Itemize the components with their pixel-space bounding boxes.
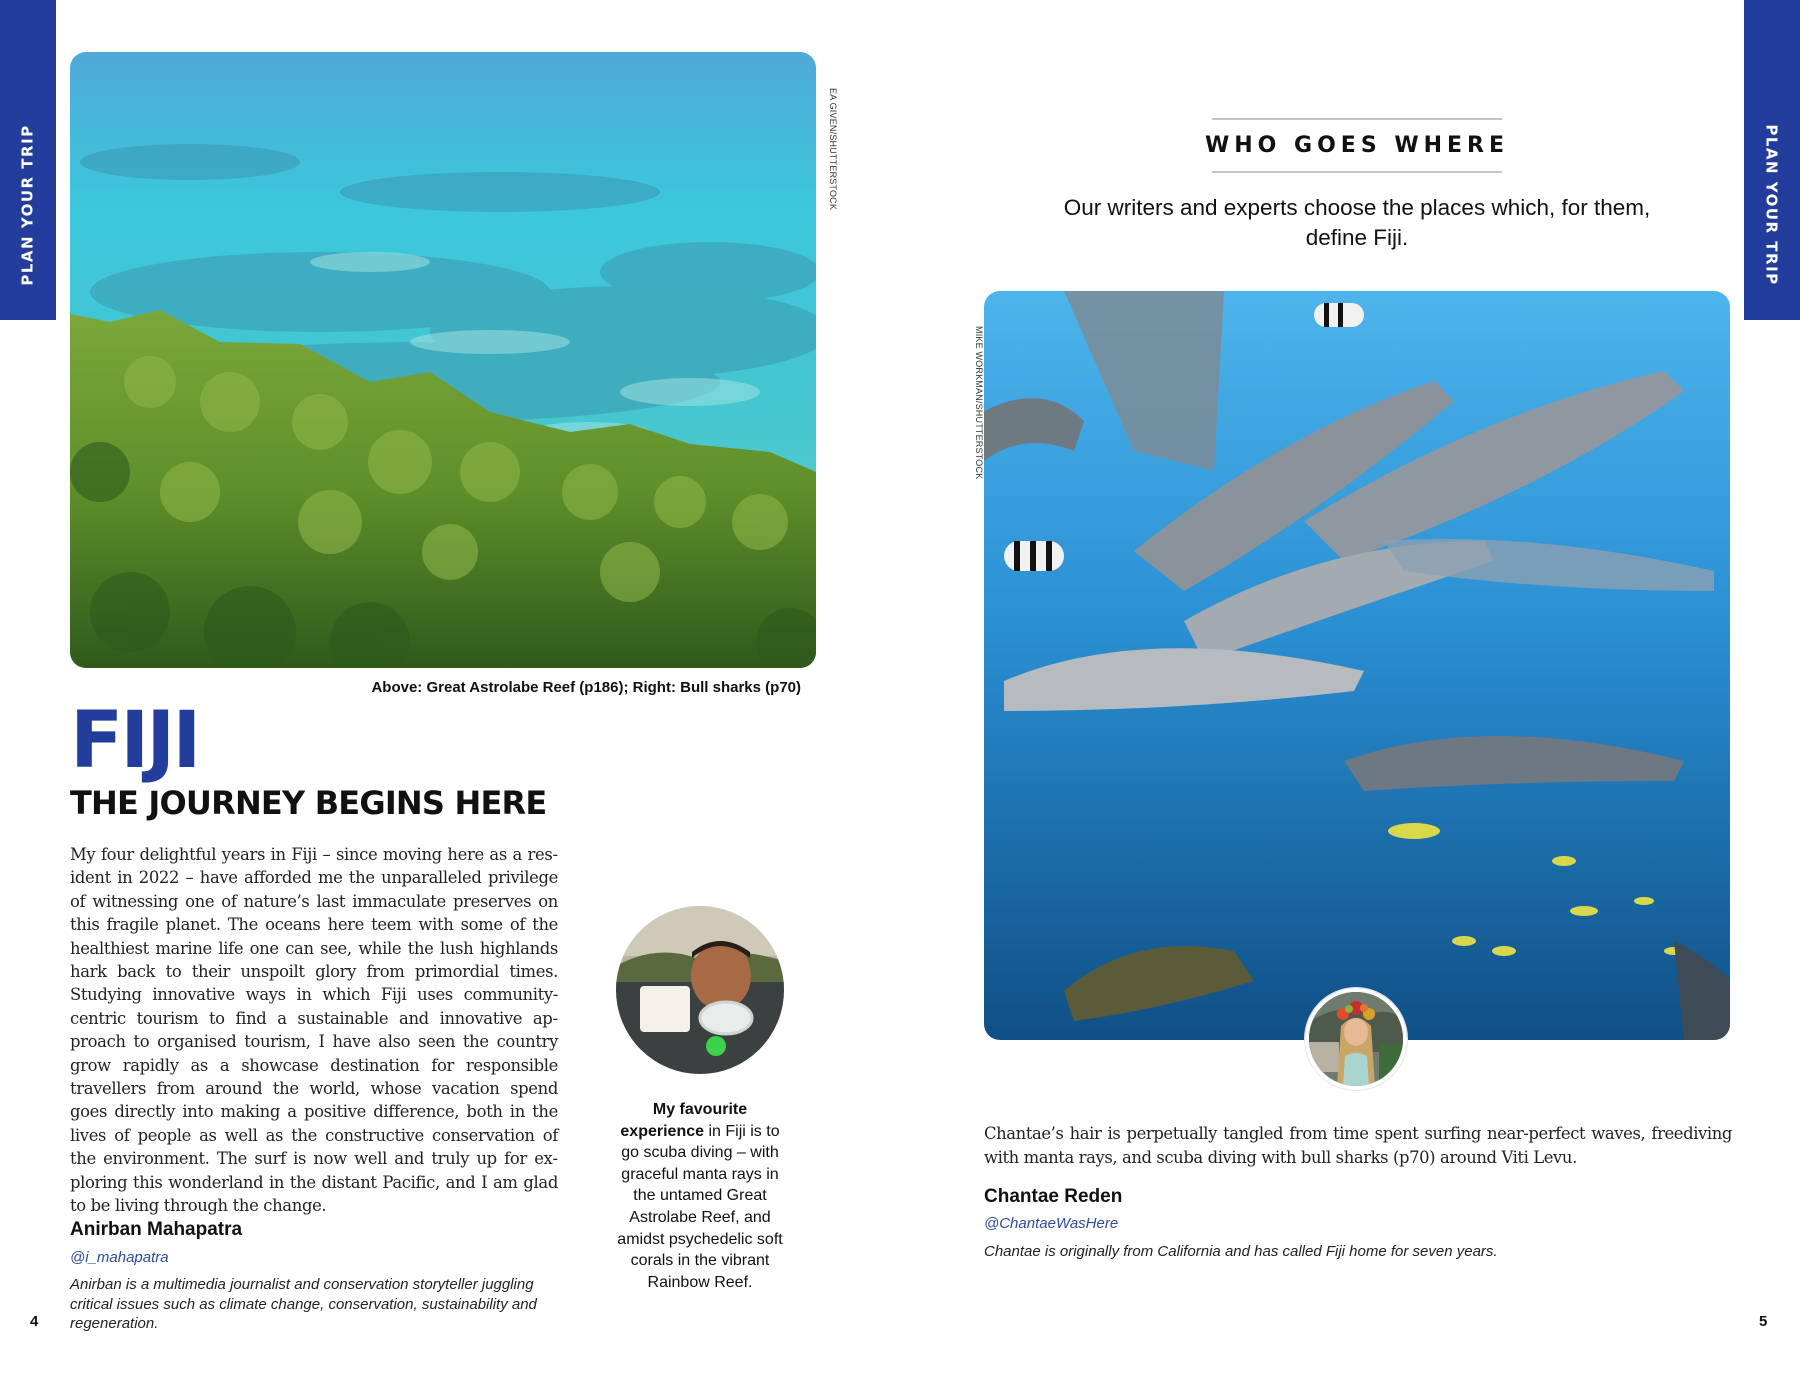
writer-body: Chantae’s hair is perpetually tangled from time spent surfing near-perfect waves, freediving with manta rays, and scuba diving with bull sharks (p70) around Viti Levu. [984,1124,1732,1167]
author-name: Chantae Reden [984,1186,1123,1207]
section-tab-right [1744,0,1800,320]
page-subtitle: THE JOURNEY BEGINS HERE [70,784,547,822]
author-bio: Anirban is a multimedia journalist and conservation storyteller juggling critical issues such as climate change, conservation, sustainability and regeneration. [70,1276,537,1332]
author-name: Anirban Mahapatra [70,1219,243,1240]
favourite-text: in Fiji is to go scuba diving – with graceful manta rays in the untamed Great Astrolabe Reef, and amidst psychedelic soft corals in the vibrant Rainbow Reef. [617,1122,783,1291]
section-subtitle: Our writers and experts choose the places which, for them, define Fiji. [1063,195,1651,250]
section-tab-label: PLAN YOUR TRIP [1763,124,1782,286]
page-number-left: 4 [30,1313,39,1330]
reef-photo [70,52,816,668]
photo-caption: Above: Great Astrolabe Reef (p186); Right: Bull sharks (p70) [371,679,801,696]
divider-bottom [1212,171,1502,173]
author-avatar [1305,988,1407,1090]
photo-credit: MIKE WORKMAN/SHUTTERSTOCK [974,326,984,480]
section-tab-left [0,0,56,320]
shark-photo [984,291,1730,1040]
author-bio: Chantae is originally from California and has called Fiji home for seven years. [984,1243,1498,1260]
page-number-right: 5 [1759,1313,1768,1330]
intro-body: My four delightful years in Fiji – since moving here as a resident in 2022 – have afforded me the unparalleled privilege of witnessing one of nature’s last immaculate preserves on this fragile planet. The oceans here teem with some of the healthiest marine life one can see, while the lush highlands hark back to their unspoilt glory from primordial times. Studying innovative ways in which Fiji uses community-centric tourism to find a sustainable and innovative approach to organised tourism, I have also seen the country grow rapidly as a showcase destination for responsible travellers from around the world, whose vacation spend goes directly into making a positive difference, both in the lives of people as well as the constructive conservation of the environment. The surf is now well and truly up for exploring this wonderland in the distant Pacific, and I am glad to be living through the change. [70,845,558,1216]
page-title: FIJI [70,696,199,786]
divider-top [1212,118,1502,120]
section-tab-label: PLAN YOUR TRIP [19,124,38,286]
author-handle[interactable]: @ChantaeWasHere [984,1215,1119,1232]
section-title: WHO GOES WHERE [1204,133,1509,158]
author-handle[interactable]: @i_mahapatra [70,1249,169,1266]
favourite-experience [612,1099,788,1293]
favourite-lead: My favourite experience [620,1101,748,1140]
photo-credit: EA GIVEN/SHUTTERSTOCK [828,88,838,211]
author-avatar [616,906,784,1074]
